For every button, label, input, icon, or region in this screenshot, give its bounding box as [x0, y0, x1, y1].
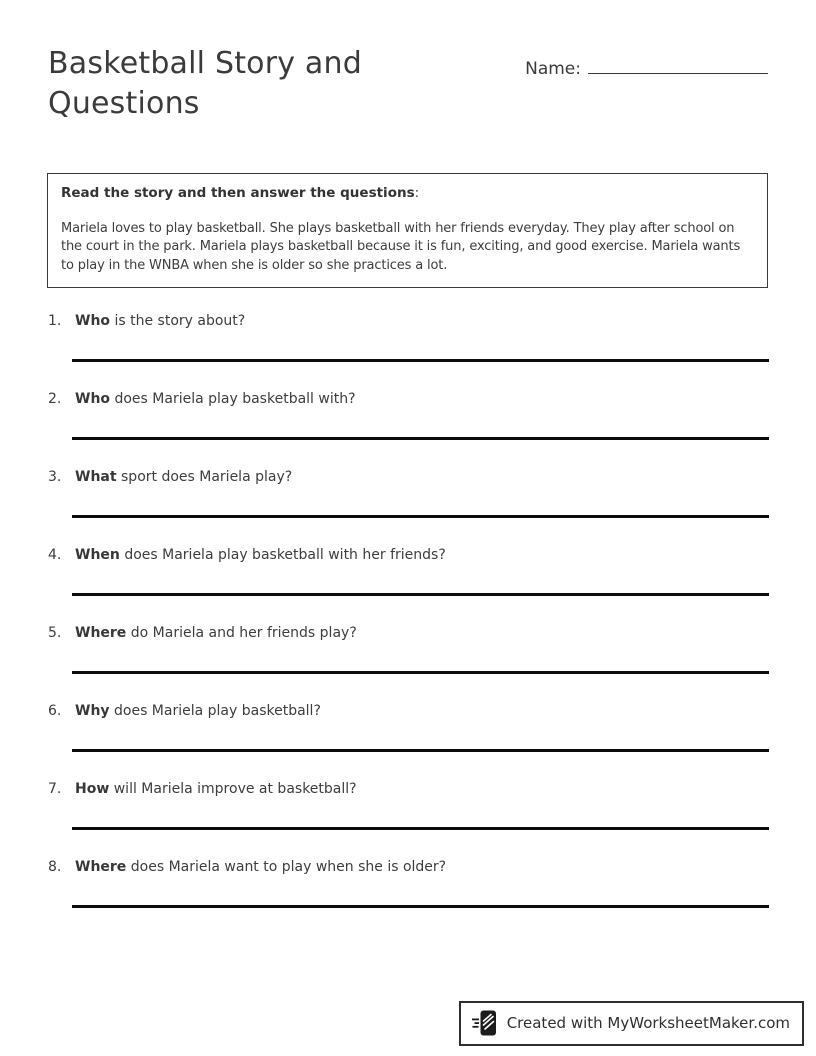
answer-line-2[interactable] — [72, 437, 769, 440]
question-2 — [48, 389, 768, 467]
footer-credit-box — [459, 1001, 804, 1046]
question-number: 2. — [48, 391, 62, 407]
question-body — [75, 623, 357, 643]
question-number: 7. — [48, 781, 62, 797]
question-3 — [48, 467, 768, 545]
footer-credit-text: Created with MyWorksheetMaker.com — [506, 1014, 790, 1032]
question-4 — [48, 545, 768, 623]
question-number: 4. — [48, 547, 62, 563]
story-instruction-suffix: : — [414, 185, 420, 201]
story-box — [47, 173, 768, 288]
questions-list — [48, 311, 768, 935]
question-word-rest: does Mariela play basketball with? — [110, 391, 356, 407]
page-title: Basketball Story and Questions — [48, 46, 362, 121]
answer-line-3[interactable] — [72, 515, 769, 518]
question-body — [75, 467, 292, 487]
question-word-bold: Where — [75, 625, 127, 641]
name-field — [525, 52, 768, 79]
question-word-rest: will Mariela improve at basketball? — [109, 781, 357, 797]
answer-line-1[interactable] — [72, 359, 769, 362]
question-7 — [48, 779, 768, 857]
question-word-rest: sport does Mariela play? — [116, 469, 293, 485]
question-body — [75, 857, 446, 877]
question-8 — [48, 857, 768, 935]
question-text — [48, 545, 768, 565]
question-word-bold: Who — [75, 391, 111, 407]
question-word-bold: Where — [75, 859, 127, 875]
question-5 — [48, 623, 768, 701]
question-body — [75, 311, 245, 331]
question-word-bold: When — [75, 547, 120, 563]
question-text — [48, 779, 768, 799]
name-label: Name: — [525, 59, 581, 79]
story-instruction-bold: Read the story and then answer the questions — [61, 185, 415, 201]
question-number: 8. — [48, 859, 62, 875]
question-number: 1. — [48, 313, 62, 329]
question-word-rest: does Mariela play basketball? — [109, 703, 321, 719]
question-text — [48, 311, 768, 331]
question-word-rest: does Mariela play basketball with her friends? — [119, 547, 446, 563]
question-number: 3. — [48, 469, 62, 485]
question-body — [75, 545, 446, 565]
question-word-rest: is the story about? — [110, 313, 246, 329]
answer-line-8[interactable] — [72, 905, 769, 908]
story-text: Mariela loves to play basketball. She plays basketball with her friends everyday. They play after school on the court in the park. Mariela plays basketball because it is fun, exciting, and good exercise. Mariela wants to play in the WNBA when she is older so she practices a lot. — [61, 220, 741, 273]
story-instruction — [61, 184, 754, 203]
name-input-line[interactable] — [588, 52, 768, 74]
question-word-bold: How — [75, 781, 110, 797]
question-text — [48, 389, 768, 409]
question-6 — [48, 701, 768, 779]
question-body — [75, 701, 321, 721]
answer-line-4[interactable] — [72, 593, 769, 596]
question-word-rest: do Mariela and her friends play? — [126, 625, 357, 641]
answer-line-7[interactable] — [72, 827, 769, 830]
question-text — [48, 623, 768, 643]
question-number: 5. — [48, 625, 62, 641]
question-body — [75, 779, 357, 799]
header — [48, 44, 768, 124]
answer-line-6[interactable] — [72, 749, 769, 752]
question-1 — [48, 311, 768, 389]
question-word-bold: What — [75, 469, 117, 485]
question-text — [48, 857, 768, 877]
question-word-bold: Who — [75, 313, 111, 329]
question-text — [48, 467, 768, 487]
question-body — [75, 389, 356, 409]
worksheet-logo-icon — [472, 1009, 498, 1037]
question-word-bold: Why — [75, 703, 110, 719]
question-word-rest: does Mariela want to play when she is older? — [126, 859, 447, 875]
answer-line-5[interactable] — [72, 671, 769, 674]
question-number: 6. — [48, 703, 62, 719]
question-text — [48, 701, 768, 721]
